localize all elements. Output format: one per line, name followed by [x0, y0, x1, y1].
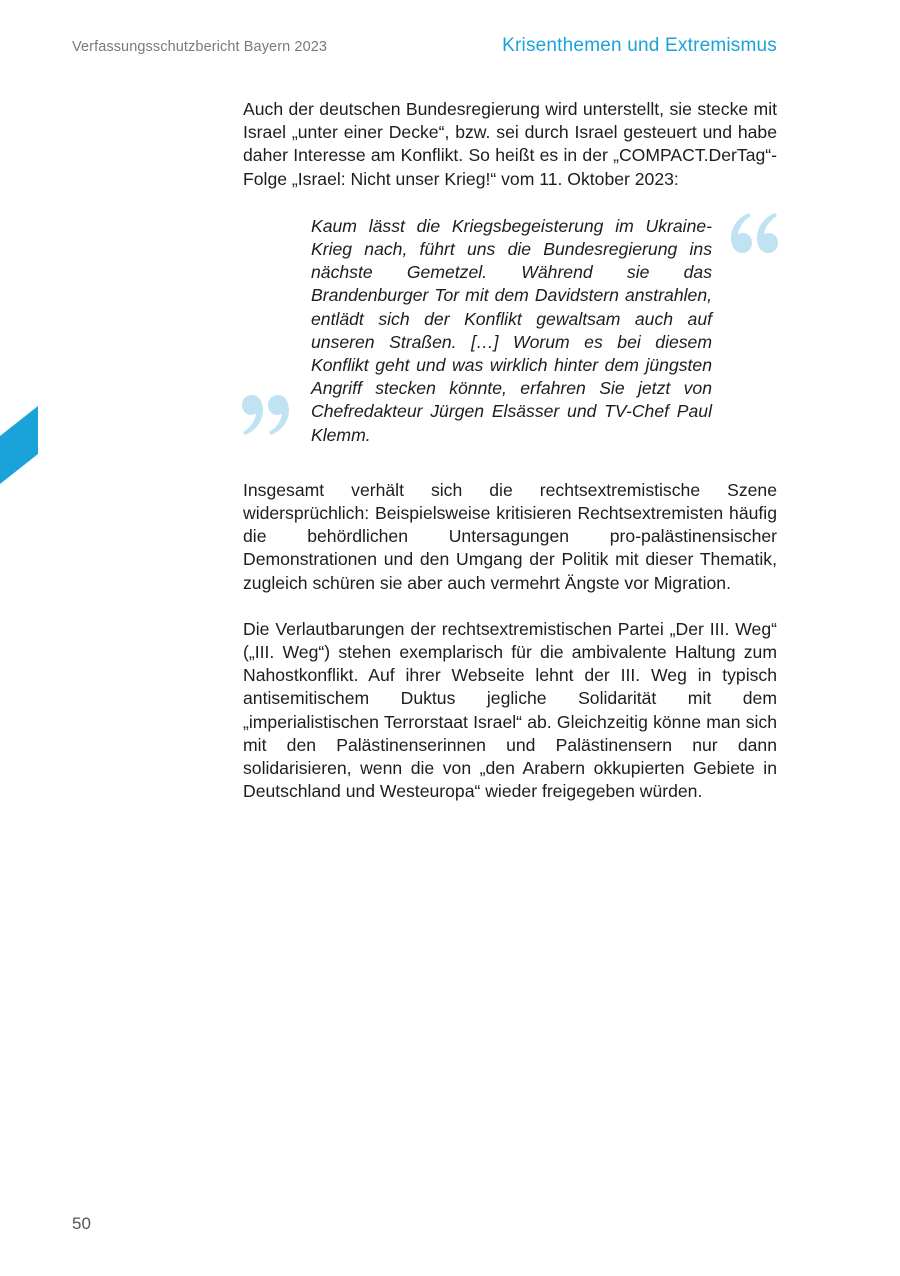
quote-block — [243, 215, 777, 445]
body-paragraph-3: Die Verlautbarungen der rechtsextremistischen Partei „Der III. Weg“ („III. Weg“) stehen exemplarisch für die ambivalente Haltung zum Nahostkonflikt. Auf ihrer Webseite lehnt der III. Weg in typisch antisemitischem Duktus jegliche Solidarität mit dem „imperialistischen Terrorstaat Israel“ ab. Gleichzeitig könne man sich mit den Palästinenserinnen und Palästinensern nur dann solidarisieren, wenn die von „den Arabern okkupierten Gebiete in Deutschland und Westeuropa“ wieder freigegeben würden. — [243, 618, 777, 802]
closing-quote-icon — [241, 393, 291, 437]
running-head-publication: Verfassungsschutzbericht Bayern 2023 — [72, 39, 328, 55]
main-content — [243, 98, 777, 803]
body-paragraph-2: Insgesamt verhält sich die rechtsextremistische Szene widersprüchlich: Beispielsweise kritisieren Rechtsextremisten häufig die behördlichen Untersagungen pro-palästinensischer Demonstrationen und den Umgang der Politik mit dieser Thematik, zugleich schüren sie aber auch vermehrt Ängste vor Migration. — [243, 479, 777, 593]
page-number: 50 — [72, 1214, 91, 1233]
chapter-tab-marker — [0, 406, 38, 484]
quote-text: Kaum lässt die Kriegsbegeisterung im Ukraine-Krieg nach, führt uns die Bundesregierung ins nächste Gemetzel. Während sie das Brandenburger Tor mit dem Davidstern anstrahlen, entlädt sich der Konflikt gewaltsam auch auf unseren Straßen. […] Worum es bei diesem Konflikt geht und was wirklich hinter dem jüngsten Angriff stecken könnte, erfahren Sie jetzt von Chefredakteur Jürgen Elsässer und TV-Chef Paul Klemm. — [311, 215, 712, 445]
opening-quote-icon — [729, 211, 779, 255]
running-head-section: Krisenthemen und Extremismus — [502, 35, 777, 56]
intro-paragraph: Auch der deutschen Bundesregierung wird unterstellt, sie stecke mit Israel „unter einer Decke“, bzw. sei durch Israel gesteuert und habe daher Interesse am Konflikt. So heißt es in der „COMPACT.DerTag“-Folge „Israel: Nicht unser Krieg!“ vom 11. Oktober 2023: — [243, 99, 777, 189]
